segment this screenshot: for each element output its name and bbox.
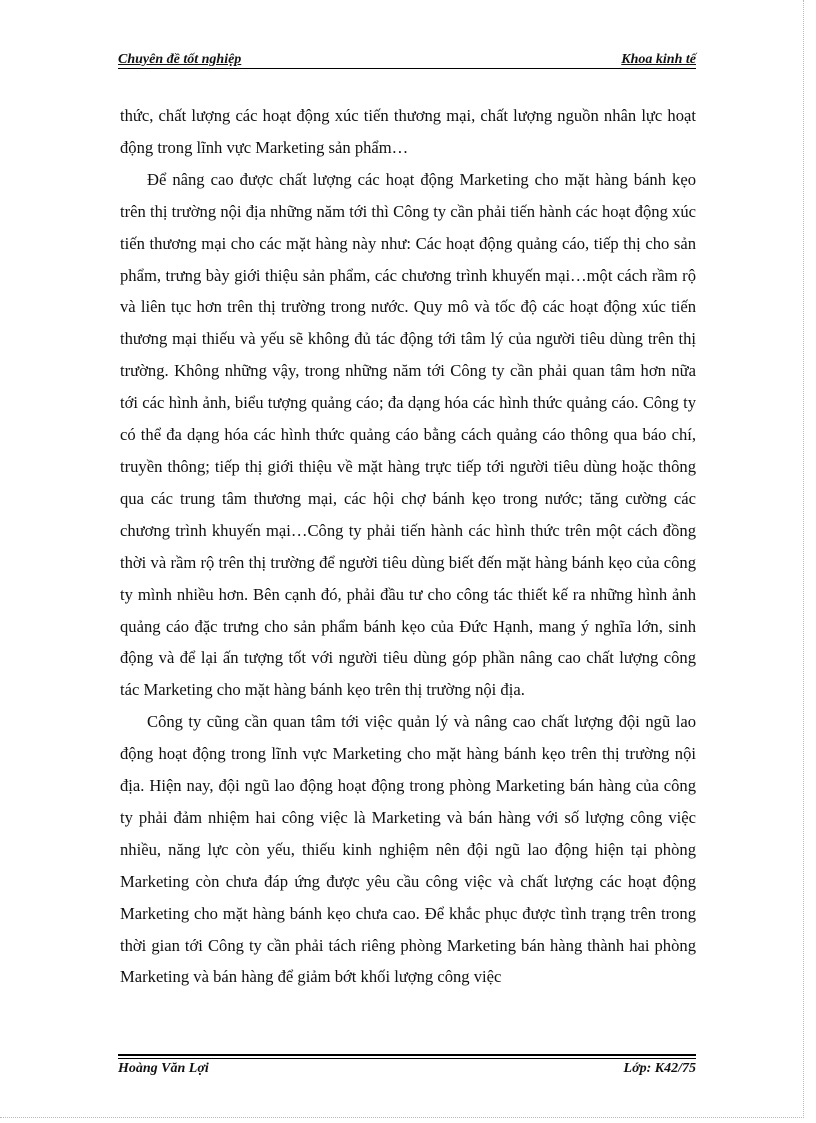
footer-rule-thin — [118, 1058, 696, 1059]
header-title-left: Chuyên đề tốt nghiệp — [118, 52, 242, 67]
page-footer — [118, 1061, 696, 1079]
page-header — [118, 50, 696, 68]
document-body — [120, 100, 696, 993]
header-title-right: Khoa kinh tế — [621, 52, 696, 67]
header-rule — [118, 68, 696, 69]
footer-rule-thick — [118, 1054, 696, 1056]
paragraph-promotion: Để nâng cao được chất lượng các hoạt động Marketing cho mặt hàng bánh kẹo trên thị trường nội địa những năm tới thì Công ty cần phải tiến hành các hoạt động xúc tiến thương mại cho các mặt hàng này như: Các hoạt động quảng cáo, tiếp thị cho sản phẩm, trưng bày giới thiệu sản phẩm, các chương trình khuyến mại…một cách rầm rộ và liên tục hơn trên thị trường trong nước. Quy mô và tốc độ các hoạt động xúc tiến thương mại thiếu và yếu sẽ không đủ tác động tới tâm lý của người tiêu dùng trên thị trường. Không những vậy, trong những năm tới Công ty cần phải quan tâm hơn nữa tới các hình ảnh, biểu tượng quảng cáo; đa dạng hóa các hình thức quảng cáo. Công ty có thể đa dạng hóa các hình thức quảng cáo bằng cách quảng cáo thông qua báo chí, truyền thông; tiếp thị giới thiệu về mặt hàng trực tiếp tới người tiêu dùng hoặc thông qua các trung tâm thương mại, các hội chợ bánh kẹo trong nước; tăng cường các chương trình khuyến mại…Công ty phải tiến hành các hình thức trên một cách đồng thời và rầm rộ trên thị trường để người tiêu dùng biết đến mặt hàng bánh kẹo của công ty mình nhiều hơn. Bên cạnh đó, phải đầu tư cho công tác thiết kế ra những hình ảnh quảng cáo đặc trưng cho sản phẩm bánh kẹo của Đức Hạnh, mang ý nghĩa lớn, sinh động và để lại ấn tượng tốt với người tiêu dùng góp phần nâng cao chất lượng công tác Marketing cho mặt hàng bánh kẹo trên thị trường nội địa. — [120, 169, 696, 700]
footer-class: Lớp: K42/75 — [623, 1061, 696, 1076]
footer-author: Hoàng Văn Lợi — [118, 1061, 209, 1076]
paragraph-workforce: Công ty cũng cần quan tâm tới việc quản lý và nâng cao chất lượng đội ngũ lao động hoạt động trong lĩnh vực Marketing cho mặt hàng bánh kẹo trên thị trường nội địa. Hiện nay, đội ngũ lao động hoạt động trong phòng Marketing bán hàng của công ty phải đảm nhiệm hai công việc là Marketing và bán hàng với số lượng công việc nhiều, năng lực còn yếu, thiếu kinh nghiệm nên đội ngũ lao động hiện tại phòng Marketing còn chưa đáp ứng được yêu cầu công việc và chất lượng các hoạt động Marketing cho mặt hàng bánh kẹo chưa cao. Để khắc phục được tình trạng trên trong thời gian tới Công ty cần phải tách riêng phòng Marketing bán hàng thành hai phòng Marketing và bán hàng để giảm bớt khối lượng công việc — [120, 712, 696, 987]
paragraph-continuation: thức, chất lượng các hoạt động xúc tiến thương mại, chất lượng nguồn nhân lực hoạt động trong lĩnh vực Marketing sản phẩm… — [120, 106, 696, 157]
